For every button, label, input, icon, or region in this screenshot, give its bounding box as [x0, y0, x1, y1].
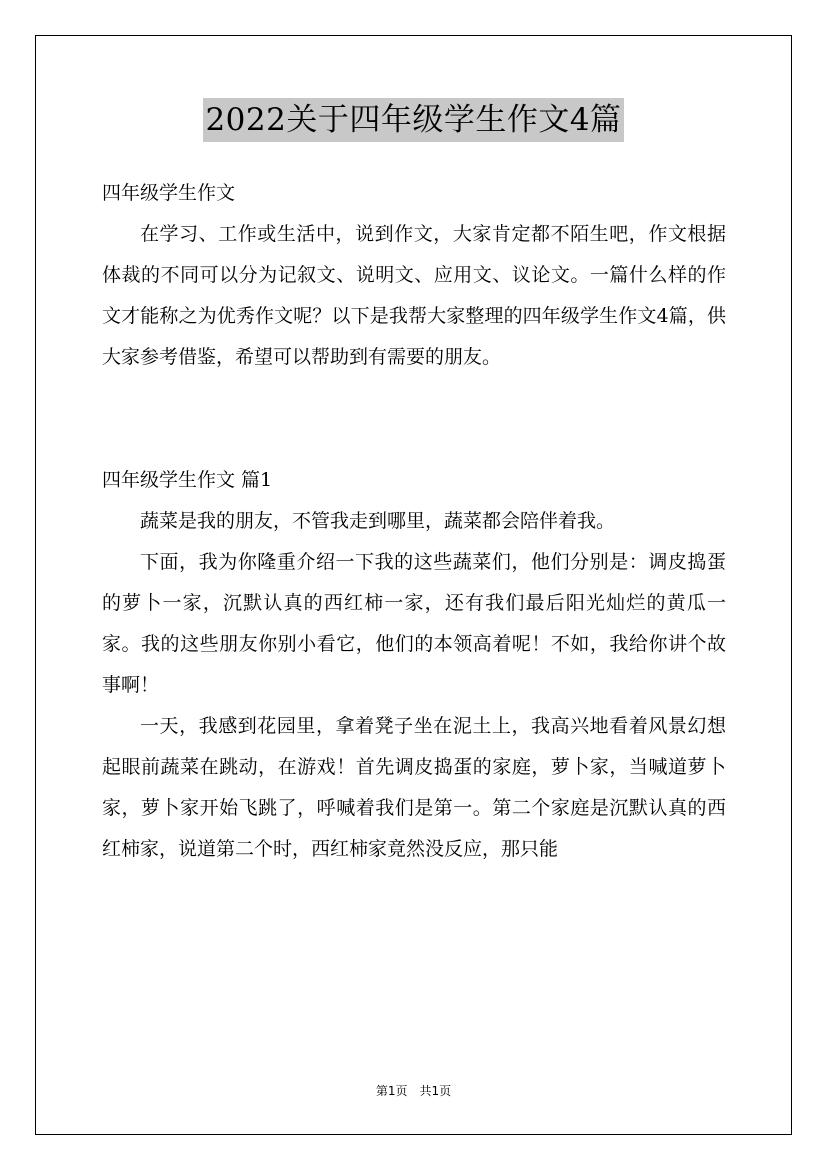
section1-paragraph-1: 蔬菜是我的朋友，不管我走到哪里，蔬菜都会陪伴着我。 — [140, 510, 616, 532]
document-body — [102, 173, 726, 870]
section1-paragraph-3: 一天，我感到花园里，拿着凳子坐在泥土上，我高兴地看着风景幻想起眼前蔬菜在跳动，在游戏！首先调皮捣蛋的家庭，萝卜家，当喊道萝卜家，萝卜家开始飞跳了，呼喊着我们是第一。第二个家庭是沉默认真的西红柿家，说道第二个时，西红柿家竟然没反应，那只能 — [102, 715, 726, 860]
intro-heading: 四年级学生作文 — [102, 182, 236, 204]
document-title: 2022关于四年级学生作文4篇 — [203, 98, 623, 142]
title-container — [0, 98, 827, 142]
section1-paragraph-2: 下面，我为你隆重介绍一下我的这些蔬菜们，他们分别是：调皮捣蛋的萝卜一家，沉默认真的西红柿一家，还有我们最后阳光灿烂的黄瓜一家。我的这些朋友你别小看它，他们的本领高着呢！不如，我给你讲个故事啊！ — [102, 551, 726, 696]
section-spacer — [102, 378, 726, 460]
intro-paragraph: 在学习、工作或生活中，说到作文，大家肯定都不陌生吧，作文根据体裁的不同可以分为记叙文、说明文、应用文、议论文。一篇什么样的作文才能称之为优秀作文呢？以下是我帮大家整理的四年级学生作文4篇，供大家参考借鉴，希望可以帮助到有需要的朋友。 — [102, 223, 726, 368]
page-footer — [0, 1083, 827, 1099]
page-number: 第1页 共1页 — [375, 1084, 452, 1098]
section1-heading: 四年级学生作文 篇1 — [102, 469, 273, 491]
